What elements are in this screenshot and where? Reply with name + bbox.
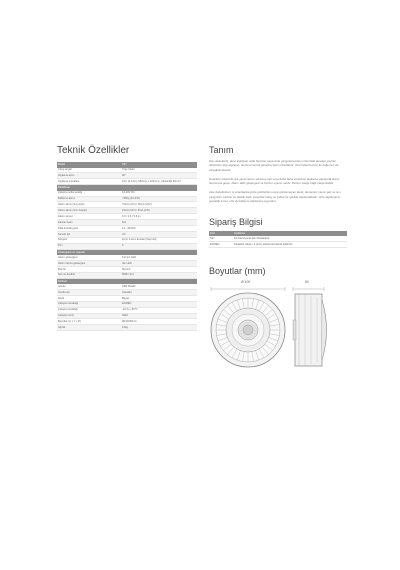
- spec-key: Çalışma Sıcaklığı: [57, 301, 121, 307]
- spec-key: Çalışma nemi: [57, 313, 121, 319]
- spec-key: Tampon: [57, 237, 121, 243]
- spec-key: Gövde: [57, 284, 121, 289]
- height-label: 50: [305, 280, 309, 285]
- order-header-desc: Açıklama: [233, 231, 347, 236]
- spec-row: [57, 325, 197, 331]
- spec-value: 90°: [121, 173, 197, 179]
- spec-key: Alarm hafıza göstergesi: [57, 260, 121, 266]
- order-table: [209, 231, 347, 248]
- order-code: S17: [209, 236, 233, 242]
- order-row: [209, 242, 347, 248]
- spec-key: Röle kontak gücü: [57, 226, 121, 232]
- spec-key: Gövde tipi: [57, 290, 121, 296]
- detector-drawing: [209, 280, 347, 370]
- spec-value: 1A - 30VDC: [121, 226, 197, 232]
- spec-group-title: Elektriksel: [57, 185, 121, 191]
- order-desc: Konvansiyonel Alev Dedektörü: [233, 236, 347, 242]
- spec-value: -10°C~+50°C: [121, 307, 197, 313]
- spec-value: 10-30V DC: [121, 191, 197, 196]
- spec-value: 10m (0-12m) (350mm x 220mm), yüksekliği 50mm'i: [121, 179, 197, 185]
- spec-value: 5sn: [121, 220, 197, 226]
- spec-key: Sensör tipi: [57, 231, 121, 237]
- spec-value: %RH: [121, 313, 197, 319]
- spec-group-title: Fiziksel: [57, 278, 121, 284]
- tanim-paragraph-2: Dedektör ultraviole ışık yansımasını süresine eşit veya daha fazla süresince algılama yapığında alarm durumuna geçer. Alarm LED göstergesi ve buzzer uyarısı vardır. Buzzer isteğe bağlı çalıştırılabilir.: [209, 176, 340, 186]
- spec-value: Mevcut: [121, 266, 197, 272]
- spec-key: Buzzer: [57, 266, 121, 272]
- spec-key: Çalışma voltaj aralığı: [57, 191, 121, 196]
- spec-key: Çalışma sıcaklığı: [57, 307, 121, 313]
- spec-key: Alarm akımı (Sıcı Açık): [57, 202, 121, 208]
- spec-key: Algılama mesafesi: [57, 179, 121, 185]
- tanim-title: Tanım: [209, 145, 234, 155]
- spec-value: 3 tip röleler: [121, 168, 197, 173]
- spec-column: [57, 145, 197, 331]
- spec-key: Alarm süresi: [57, 214, 121, 220]
- spec-key: Zaman Ayarı: [57, 220, 121, 226]
- spec-key: Renk: [57, 295, 121, 301]
- spec-group-title: Göstergeler ve Uyarılar: [57, 249, 121, 255]
- spec-value: Form S kuru kontak (Seçmeli): [121, 237, 197, 243]
- tanim-paragraph-1: Alev dedektörü, alevi algılayan optik hücreler sayesinde yangınlara karşı ortamdaki alevden yayılan ultraviolet ışığı algılayıp, durumu kontrol paneline iletim cihazlardır. Üzerindeki buzzer ile bağımsız da çalışabilmektedir.: [209, 159, 339, 172]
- spec-group-value: S17: [121, 162, 197, 168]
- diameter-label: Ø 100: [241, 280, 251, 285]
- spec-key: Ağırlık: [57, 325, 121, 331]
- side-view: [293, 294, 327, 366]
- tanim-paragraph-3: Alev dedektörleri, iç ortamlarda gözle görülebilen veya görülemeyen alevli, dumansız yanıcı gaz ve sıvı yangınları, karbon ve plastik bazlı yangınlar kolay ve çabuk bir şekilde algılamaktadır. Hızlı algılamanın gerektiği konut, ofis vb kullanım alanlarına uygundur.: [209, 190, 341, 204]
- order-code: ECMEN: [209, 242, 233, 248]
- spec-value: ECMEN: [121, 301, 197, 307]
- spec-value: 0.3 / 1.6 / 5.6 sn: [121, 214, 197, 220]
- spec-value: ABS Plastik: [121, 284, 197, 289]
- spec-value: Kırmızı LED: [121, 255, 197, 260]
- spec-value: 85db (1m): [121, 272, 197, 278]
- spec-value: 6: [121, 243, 197, 249]
- spec-key: Algılama açısı: [57, 173, 121, 179]
- spec-table: [57, 162, 197, 331]
- spec-value: Ø100x50mm: [121, 319, 197, 325]
- spec-key: Pim: [57, 243, 121, 249]
- spec-key: Boyutlar (Ç x Y x D): [57, 319, 121, 325]
- spec-key: Alarm göstergesi: [57, 255, 121, 260]
- spec-value: 140g: [121, 325, 197, 331]
- spec-key: Alarm akımı (Sıcı Kapalı): [57, 208, 121, 214]
- spec-value: 75mA (12V) / 35mA (24V): [121, 202, 197, 208]
- spec-key: Ses ve desibel: [57, 272, 121, 278]
- spec-value: Standart: [121, 290, 197, 296]
- dimensions-title: Boyutlar (mm): [209, 266, 266, 277]
- spec-value: Beyaz: [121, 295, 197, 301]
- spec-title: Teknik Özellikler: [57, 145, 130, 156]
- dimension-drawing: [209, 280, 347, 370]
- spec-value: <450µ (12-24V): [121, 196, 197, 202]
- spec-key: Çıkış sinyali: [57, 168, 121, 173]
- order-desc: Dedektör tabanı, 4 pimli, adresli ürünlerde kullanılır: [233, 242, 347, 248]
- spec-group-title: Model: [57, 162, 121, 168]
- order-header-code: Kod: [209, 231, 233, 236]
- order-title: Sipariş Bilgisi: [209, 217, 263, 228]
- spec-key: Bekleme akımı: [57, 196, 121, 202]
- front-view: [211, 293, 285, 367]
- description-column: [209, 145, 347, 370]
- spec-value: Var LED: [121, 260, 197, 266]
- spec-value: 15mA (12V) / 8mA (24V): [121, 208, 197, 214]
- spec-value: UV: [121, 231, 197, 237]
